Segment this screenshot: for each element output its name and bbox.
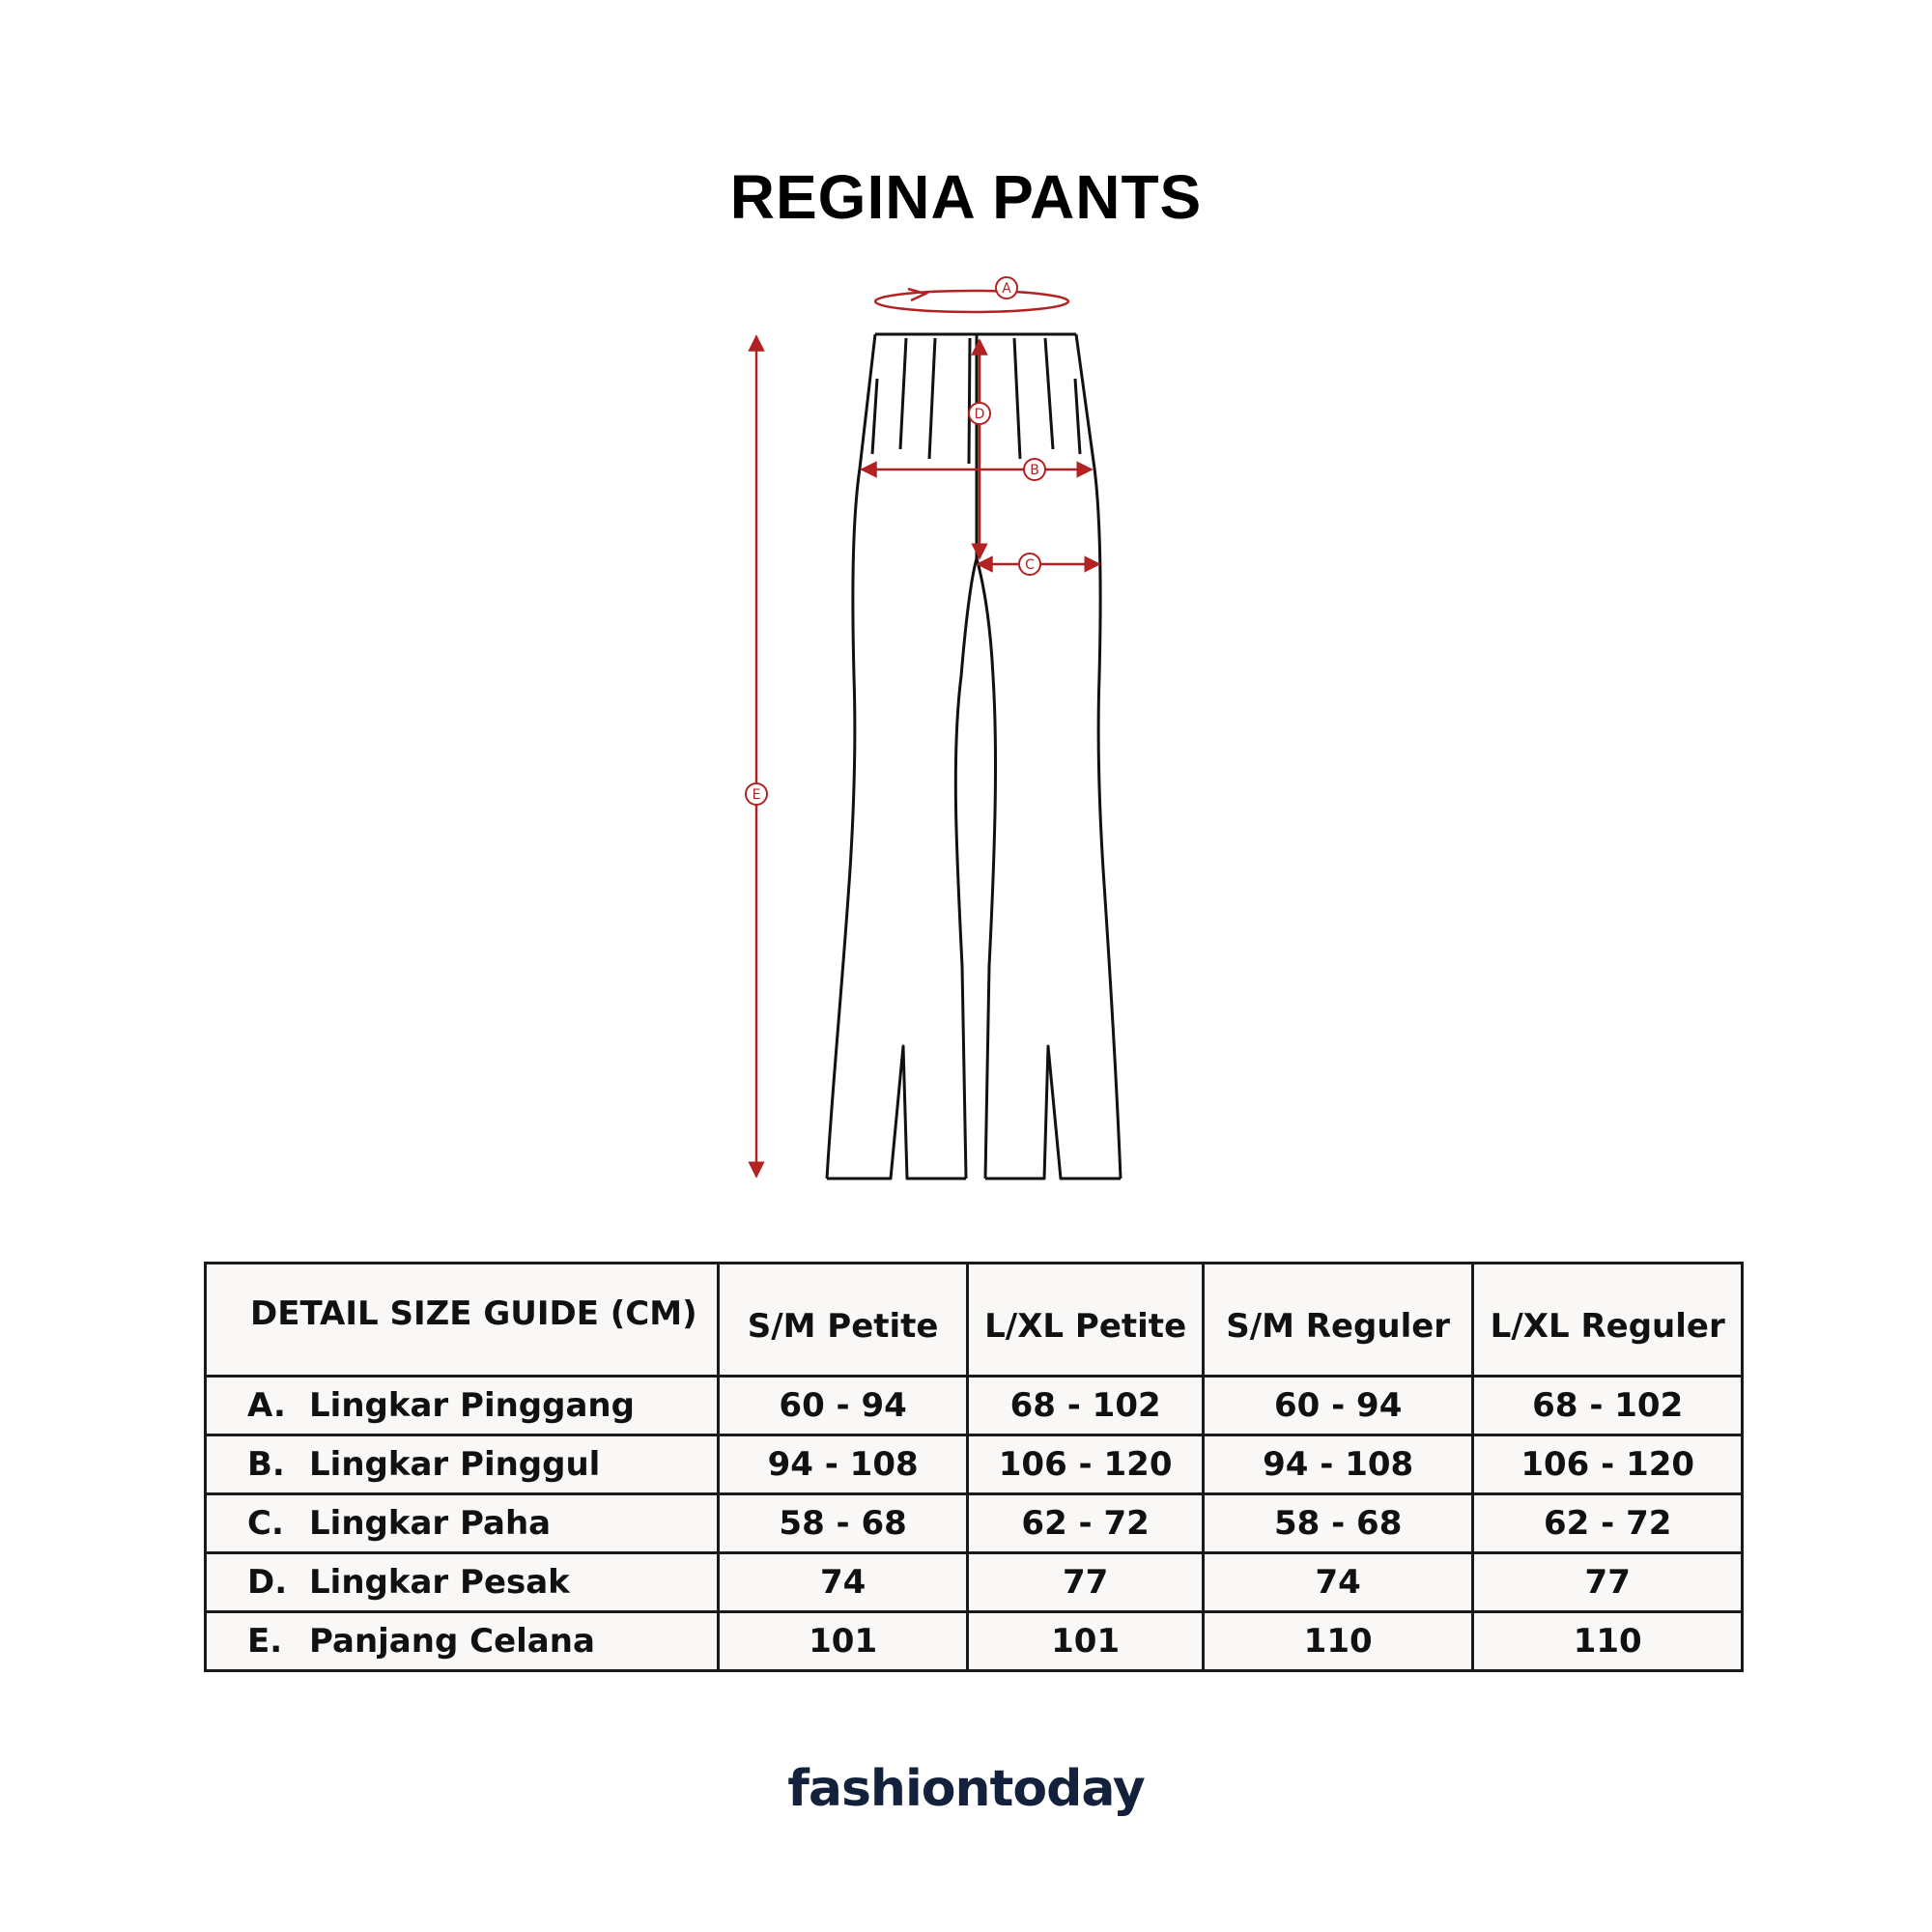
- table-cell: 77: [968, 1553, 1204, 1612]
- table-cell: 110: [1203, 1612, 1473, 1671]
- table-cell: 110: [1473, 1612, 1743, 1671]
- table-cell: 106 - 120: [1473, 1435, 1743, 1494]
- column-header: S/M Reguler: [1203, 1264, 1473, 1377]
- table-cell: 62 - 72: [1473, 1494, 1743, 1553]
- column-header: L/XL Petite: [968, 1264, 1204, 1377]
- row-letter: A.: [247, 1386, 286, 1425]
- row-name: Lingkar Paha: [309, 1504, 552, 1543]
- table-cell: 58 - 68: [1203, 1494, 1473, 1553]
- table-cell: 60 - 94: [1203, 1377, 1473, 1435]
- table-cell: 94 - 108: [718, 1435, 967, 1494]
- table-cell: 77: [1473, 1553, 1743, 1612]
- measure-e-length: [746, 336, 767, 1177]
- row-name: Lingkar Pesak: [309, 1563, 570, 1602]
- table-cell: 58 - 68: [718, 1494, 967, 1553]
- column-header: S/M Petite: [718, 1264, 967, 1377]
- row-letter: B.: [247, 1445, 285, 1484]
- table-cell: 101: [968, 1612, 1204, 1671]
- row-label: [206, 1377, 719, 1435]
- table-row: [206, 1553, 1743, 1612]
- table-cell: 68 - 102: [1473, 1377, 1743, 1435]
- table-cell: 60 - 94: [718, 1377, 967, 1435]
- table-header-row: [206, 1264, 1743, 1377]
- marker-e: E: [752, 787, 761, 803]
- row-letter: C.: [247, 1504, 284, 1543]
- marker-d: D: [974, 407, 985, 422]
- table-cell: 106 - 120: [968, 1435, 1204, 1494]
- column-header: L/XL Reguler: [1473, 1264, 1743, 1377]
- table-row: [206, 1494, 1743, 1553]
- brand-logo: fashiontoday: [787, 1760, 1145, 1818]
- row-label: [206, 1553, 719, 1612]
- table-cell: 74: [1203, 1553, 1473, 1612]
- row-name: Panjang Celana: [309, 1622, 595, 1661]
- row-name: Lingkar Pinggul: [309, 1445, 601, 1484]
- size-guide-table: [204, 1262, 1744, 1672]
- table-cell: 68 - 102: [968, 1377, 1204, 1435]
- table-row: [206, 1435, 1743, 1494]
- table-cell: 62 - 72: [968, 1494, 1204, 1553]
- table-cell: 101: [718, 1612, 967, 1671]
- table-cell: 74: [718, 1553, 967, 1612]
- table-cell: 94 - 108: [1203, 1435, 1473, 1494]
- page-title: REGINA PANTS: [729, 162, 1203, 232]
- row-label: [206, 1612, 719, 1671]
- row-letter: D.: [247, 1563, 288, 1602]
- measure-c-thigh: [978, 554, 1099, 575]
- row-label: [206, 1494, 719, 1553]
- measure-a-waist: [875, 277, 1068, 312]
- pants-outline: [827, 334, 1121, 1179]
- marker-c: C: [1025, 557, 1035, 573]
- marker-a: A: [1002, 281, 1011, 297]
- table-row: [206, 1612, 1743, 1671]
- row-label: [206, 1435, 719, 1494]
- table-row: [206, 1377, 1743, 1435]
- row-name: Lingkar Pinggang: [309, 1386, 635, 1425]
- table-header-label: DETAIL SIZE GUIDE (CM): [206, 1264, 719, 1377]
- measure-d-rise: [969, 340, 990, 558]
- row-letter: E.: [247, 1622, 283, 1661]
- marker-b: B: [1030, 463, 1039, 478]
